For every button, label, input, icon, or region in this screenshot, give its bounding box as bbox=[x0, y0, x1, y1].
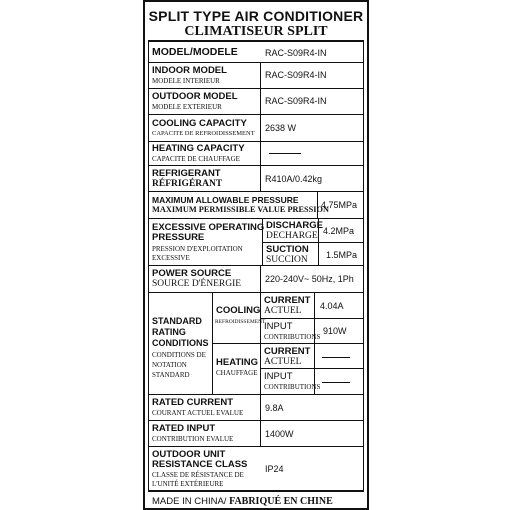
excessive-pressure-label-fr-2: EXCESSIVE bbox=[152, 254, 190, 262]
row-line bbox=[262, 242, 364, 243]
suction-label: SUCTION bbox=[266, 244, 309, 255]
rated-input-label-fr: CONTRIBUTION EVALUE bbox=[152, 435, 234, 443]
standard-rating-label-1: STANDARD bbox=[152, 316, 202, 326]
standard-rating-label-fr-2: NOTATION bbox=[152, 361, 187, 369]
row-line bbox=[148, 218, 364, 219]
row-line bbox=[212, 343, 364, 344]
heating-capacity-label-fr: CAPACITE DE CHAUFFAGE bbox=[152, 155, 240, 163]
outdoor-model-label: OUTDOOR MODEL bbox=[152, 91, 238, 102]
heating-current-label: CURRENT bbox=[264, 346, 311, 357]
model-value: RAC-S09R4-IN bbox=[265, 48, 327, 58]
footer bbox=[152, 496, 333, 507]
indoor-model-label: INDOOR MODEL bbox=[152, 65, 227, 76]
heating-input-empty-dash bbox=[322, 382, 350, 383]
resistance-class-label-fr-2: L'UNITÉ EXTÉRIEURE bbox=[152, 480, 224, 488]
max-pressure-value: 4.75MPa bbox=[321, 200, 358, 210]
row-line bbox=[148, 141, 364, 142]
outdoor-model-label-fr: MODELE EXTERIEUR bbox=[152, 103, 222, 111]
heating-capacity-label: HEATING CAPACITY bbox=[152, 143, 245, 154]
row-line bbox=[148, 446, 364, 447]
cooling-current-value: 4.04A bbox=[320, 301, 344, 311]
cooling-capacity-label: COOLING CAPACITY bbox=[152, 118, 247, 129]
rated-input-value: 1400W bbox=[265, 429, 294, 439]
row-line bbox=[260, 368, 364, 369]
refrigerant-label: REFRIGERANT bbox=[152, 168, 221, 179]
power-source-label: POWER SOURCE bbox=[152, 268, 232, 279]
row-line bbox=[148, 292, 364, 293]
rated-current-label-fr: COURANT ACTUEL EVALUE bbox=[152, 409, 244, 417]
heating-mode-label: HEATING bbox=[216, 357, 259, 368]
row-line bbox=[148, 114, 364, 115]
cooling-capacity-label-fr: CAPACITE DE REFROIDISSEMENT bbox=[152, 130, 255, 137]
row-line bbox=[148, 420, 364, 421]
heating-input-label-fr: CONTRIBUTIONS bbox=[264, 383, 321, 391]
col-line bbox=[212, 292, 213, 394]
col-line bbox=[260, 265, 261, 292]
row-line bbox=[148, 165, 364, 166]
max-pressure-label: MAXIMUM ALLOWABLE PRESSURE bbox=[152, 195, 299, 205]
row-line bbox=[148, 265, 364, 266]
excessive-pressure-label: EXCESSIVE OPERATING bbox=[152, 222, 265, 233]
max-pressure-label-fr: MAXIMUM PERMISSIBLE VALUE PRESSION bbox=[152, 205, 329, 214]
power-source-value: 220-240V~ 50Hz, 1Ph bbox=[265, 274, 354, 284]
rated-input-label: RATED INPUT bbox=[152, 423, 216, 434]
row-line bbox=[148, 490, 364, 492]
resistance-class-label-fr-1: CLASSE DE RÉSISTANCE DE bbox=[152, 471, 244, 479]
standard-rating-label-fr-3: STANDARD bbox=[152, 371, 190, 379]
outdoor-model-value: RAC-S09R4-IN bbox=[265, 96, 327, 106]
standard-rating-label-fr-1: CONDITIONS DE bbox=[152, 351, 206, 359]
footer-fabrique-en-chine: FABRIQUÉ EN CHINE bbox=[229, 496, 333, 507]
heating-input-label: INPUT bbox=[264, 371, 293, 382]
heating-current-label-fr: ACTUEL bbox=[264, 357, 302, 367]
rated-current-value: 9.8A bbox=[265, 403, 284, 413]
rating-label bbox=[143, 0, 369, 510]
standard-rating-label-3: CONDITIONS bbox=[152, 338, 209, 348]
model-label: MODEL/MODELE bbox=[152, 46, 238, 58]
heating-mode-label-fr: CHAUFFAGE bbox=[216, 369, 258, 377]
heating-capacity-empty-dash bbox=[269, 153, 301, 154]
resistance-class-value: IP24 bbox=[265, 464, 284, 474]
indoor-model-label-fr: MODELE INTERIEUR bbox=[152, 77, 220, 85]
table-left-border bbox=[148, 40, 149, 492]
suction-label-fr: SUCCION bbox=[266, 255, 308, 265]
col-line bbox=[260, 394, 261, 446]
refrigerant-value: R410A/0.42kg bbox=[265, 174, 323, 184]
cooling-mode-label: COOLING bbox=[216, 305, 261, 316]
cooling-capacity-value: 2638 W bbox=[265, 123, 297, 133]
discharge-label-fr: DECHARGE bbox=[266, 231, 318, 241]
table-right-border bbox=[363, 40, 364, 492]
table-top-border bbox=[148, 40, 364, 42]
indoor-model-value: RAC-S09R4-IN bbox=[265, 70, 327, 80]
resistance-class-label-1: OUTDOOR UNIT bbox=[152, 449, 226, 460]
resistance-class-label-2: RESISTANCE CLASS bbox=[152, 459, 248, 470]
row-line bbox=[148, 88, 364, 89]
cooling-input-label: INPUT bbox=[264, 321, 293, 332]
cooling-input-value: 910W bbox=[323, 326, 347, 336]
heating-current-empty-dash bbox=[322, 357, 350, 358]
discharge-value: 4.2MPa bbox=[323, 226, 355, 236]
cooling-input-label-fr: CONTRIBUTIONS bbox=[264, 333, 321, 341]
standard-rating-label-2: RATING bbox=[152, 327, 186, 337]
excessive-pressure-label-2: PRESSURE bbox=[152, 232, 205, 243]
power-source-label-fr: SOURCE D'ÉNERGIE bbox=[152, 279, 242, 289]
excessive-pressure-label-fr: PRESSION D'EXPLOITATION bbox=[152, 245, 243, 253]
cooling-mode-label-fr: REFROIDISSEMENT bbox=[215, 319, 266, 325]
cooling-current-label-fr: ACTUEL bbox=[264, 306, 302, 316]
refrigerant-label-fr: RÉFRIGÉRANT bbox=[152, 179, 223, 189]
title-english: SPLIT TYPE AIR CONDITIONER bbox=[148, 8, 364, 24]
footer-made-in-china: MADE IN CHINA/ bbox=[152, 496, 227, 507]
row-line bbox=[148, 191, 364, 192]
suction-value: 1.5MPa bbox=[326, 250, 358, 260]
discharge-label: DISCHARGE bbox=[266, 220, 324, 231]
row-line bbox=[148, 394, 364, 395]
cooling-current-label: CURRENT bbox=[264, 295, 311, 306]
col-line bbox=[314, 292, 315, 394]
row-line bbox=[148, 62, 364, 63]
title-french: CLIMATISEUR SPLIT bbox=[184, 24, 328, 39]
rated-current-label: RATED CURRENT bbox=[152, 397, 234, 408]
row-line bbox=[260, 318, 364, 319]
col-line bbox=[260, 62, 261, 191]
